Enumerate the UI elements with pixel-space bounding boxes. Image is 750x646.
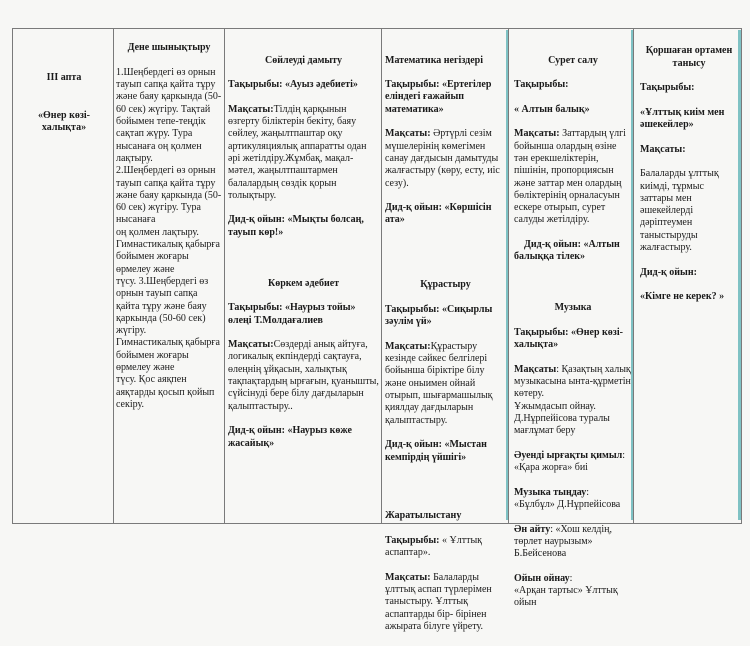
physical-education-column [116,30,222,424]
divider-2 [224,28,225,524]
speech-column [228,30,379,462]
construction-title: Құрастыру [420,279,471,291]
env-topic: «Ұлттық киім мен әшекейлер» [640,106,725,131]
drawing-goal-label: Мақсаты: [514,128,563,140]
math-column [385,30,506,646]
table-right-border [741,28,742,524]
music-song-label: Ән айту [514,523,551,535]
music-title: Музыка [554,302,592,314]
music-topic: «Өнер көзі-халықта» [514,326,623,351]
literature-topic-label: Тақырыбы: [228,302,285,314]
table-left-border [12,28,13,524]
nature-goal: Балаларды ұлттық аспап түрлерімен таныстыру. Ұлттық аспаптарды бір- бірінен ажырата білуге үйрету. [385,571,492,633]
literature-title: Көркем әдебиет [267,277,340,289]
literature-game-label: Дид-қ ойын: [228,425,288,437]
math-section [385,42,506,226]
speech-game: «Мықты болсаң, тауып көр!» [228,214,364,238]
math-title: Математика негіздері [385,54,483,66]
divider-4 [508,28,509,524]
music-goal-label: Мақсаты [514,363,557,375]
env-title: Қоршаған ортамен танысу [645,45,733,69]
divider-3 [381,28,382,524]
music-dance: : «Қара жорға» биі [514,449,626,474]
music-dance-label: Әуенді ырғақты қимыл [514,449,623,461]
literature-section [228,265,379,449]
speech-goal-label: Мақсаты: [228,103,274,115]
nature-section [385,498,506,633]
music-listen: : «Бұлбұл» Д.Нұрпейісова [514,486,621,510]
construction-topic-label: Тақырыбы: [385,303,442,315]
drawing-topic-label: Тақырыбы: [514,79,569,91]
speech-game-label: Дид-қ ойын: [228,214,288,226]
music-play: : «Арқан тартыс» Ұлттық ойын [514,572,618,609]
nature-topic: « Ұлттық аспаптар». [385,534,483,559]
music-play-label: Ойын ойнау [514,572,570,584]
nature-goal-label: Мақсаты: [385,571,434,583]
construction-game: «Мыстан кемпірдің үйшігі» [385,439,487,463]
music-topic-label: Тақырыбы: [514,326,571,338]
math-topic: «Ертегілер еліндегі ғажайып математика» [385,79,492,115]
literature-game: «Наурыз көже жасайық» [228,425,352,449]
pe-body: 1.Шеңбердегі өз орнын тауып сапқа қайта тұру және баяу қаркында (50-60 сек) жүгіру. Тақтай бойымен тепе-теңдік сақтап жүру. Тура нысанаға оң қолмен лақтыру. 2.Шеңбердегі өз орнын тауып сапқа қайта тұру және баяу қаркында (50-60 сек) жүгіру. Тура нысанаға оң қолмен лақтыру. Гимнастикалық қабырға бойымен жоғары өрмелеу және түсу. 3.Шеңбердегі өз орнын тауып сапқа қайта тұру және баяу қаркында (50-60 сек) жүгіру. Гимнастикалық қабырға бойымен жоғары өрмелеу және түсу. Қос аяқпен аяқтарды қосып қойып секіру. [116,66,222,410]
construction-goal-label: Мақсаты: [385,340,431,352]
speech-section [228,42,379,239]
environment-column [640,33,738,316]
drawing-section [514,42,632,263]
drawing-title: Сурет салу [548,54,598,66]
speech-title: Сөйлеуді дамыту [265,54,342,66]
week-label: III апта [46,72,82,84]
nature-topic-label: Тақырыбы: [385,534,442,546]
art-column [514,30,632,622]
speech-topic-label: Тақырыбы: [228,79,285,91]
divider-1 [113,28,114,524]
pe-title: Дене шынықтыру [127,42,211,54]
drawing-game: «Алтын балыққа тілек» [514,239,620,263]
construction-topic: «Сиқырлы зәулім үй» [385,303,493,328]
env-topic-label: Тақырыбы: [640,82,695,94]
math-topic-label: Тақырыбы: [385,79,442,91]
music-song: : «Хош келдің, төрлет наурызым» Б.Бейсенова [514,523,613,560]
music-goal: : Қазақтың халық музыкасына ынта-құрметін көтеру. Ұжымдасып ойнау. Д.Нұрпейісова туралы мағлұмат беру [514,363,631,437]
drawing-topic: « Алтын балық» [514,103,590,115]
drawing-game-label: Дид-қ ойын: [524,239,584,251]
speech-topic: «Ауыз әдебиеті» [285,79,358,91]
music-listen-label: Музыка тыңдау [514,486,587,498]
literature-goal: Сөздерді анық айтуға, логикалық екпіндерді сақтауға, өлеңнің ұйқасын, халықтық тақпақтардың ырғағын, қуанышты, сүйсінуді бере білу дағдыларын қалыптастыру.. [228,339,379,412]
week-theme: «Өнер көзі-халықта» [38,109,90,134]
divider-5 [633,28,634,524]
construction-goal: Құрастыру кезінде сәйкес белгілері бойынша біріктіре білу және оныимен ойнай отырып, шығармашылық қиялдау дағдыларын қалыптастыру. [385,340,493,426]
week-column [18,60,110,147]
env-goal: Балаларды ұлттық киімді, тұрмыс заттары мен әшекейлерді дәріптеумен таныстыруды жалғастыру. [640,168,719,254]
literature-goal-label: Мақсаты: [228,339,274,351]
math-goal: Әртүрлі сезім мүшелерінің көмегімен санау дағдысын дамытуды жалғастыру (көру, есту, иіс сезу). [385,128,500,189]
math-game: «Көршісін ата» [385,202,492,226]
literature-topic: «Наурыз тойы» өлеңі Т.Молдағалиев [228,302,356,326]
construction-game-label: Дид-қ ойын: [385,439,445,451]
env-game: «Кімге не керек? » [640,291,725,303]
nature-title: Жаратылыстану [385,510,462,522]
math-goal-label: Мақсаты: [385,128,434,140]
math-game-label: Дид-қ ойын: [385,202,445,214]
env-game-label: Дид-қ ойын: [640,266,697,278]
drawing-goal: Заттардың үлгі бойынша олардың өзіне тән ерекшеліктерін, пішінін, пропорциясын және заттар мен олардың бөліктерінің орналасуын ескере отырып, сурет салуды жетілдіру. [514,128,626,226]
speech-goal: Тілдің қарқынын өзгерту біліктерін бекіту, баяу сөйлеу, жаңылтпаштар оқу артикуляциялық аппаратты одан әрі жетілдіру.Жұмбақ, мақал-мәтел, жаңылтпаштармен балалардың сөздік қорын толықтыру. [228,103,367,201]
env-goal-label: Мақсаты: [640,143,686,155]
construction-section [385,267,506,464]
music-section [514,290,632,610]
